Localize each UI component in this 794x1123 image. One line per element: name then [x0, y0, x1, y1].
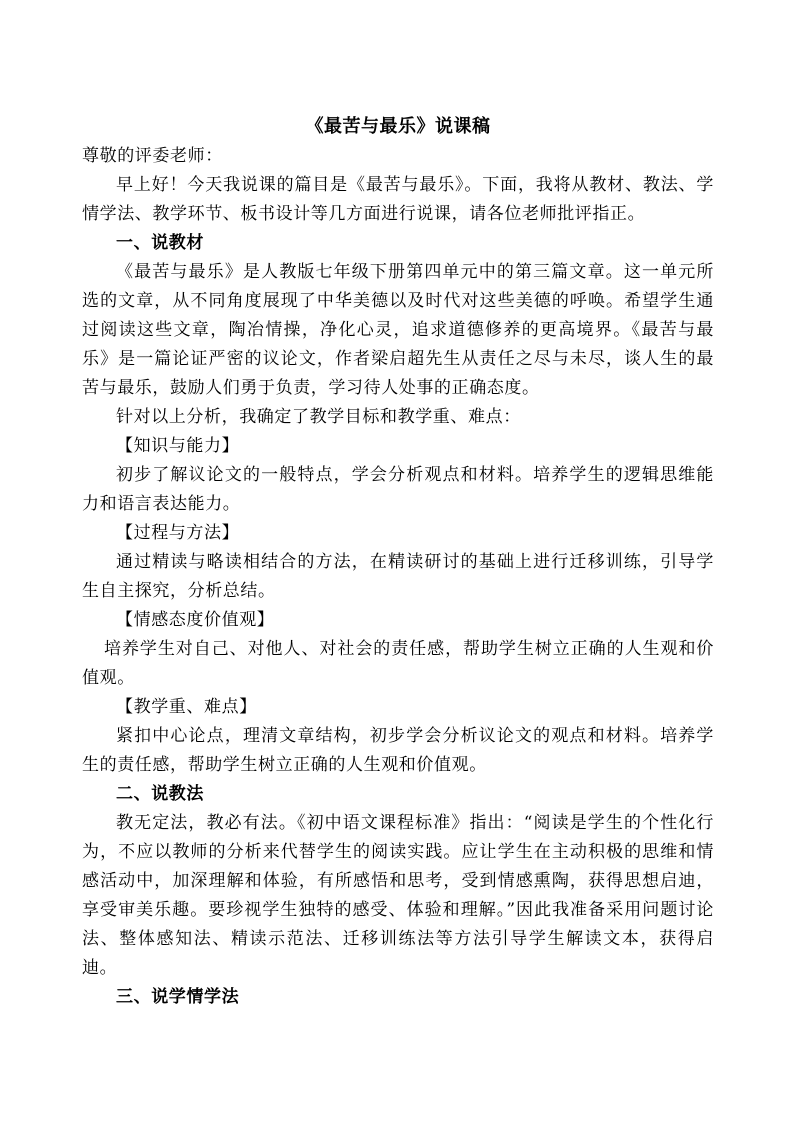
goal-text-knowledge: 初步了解议论文的一般特点，学会分析观点和材料。培养学生的逻辑思维能力和语言表达能力。 — [82, 465, 714, 514]
intro-paragraph: 早上好！今天我说课的篇目是《最苦与最乐》。下面，我将从教材、教法、学情学法、教学环节、板书设计等几方面进行说课，请各位老师批评指正。 — [82, 175, 714, 224]
goal-label-process: 【过程与方法】 — [116, 523, 240, 543]
document-title: 《最苦与最乐》说课稿 — [305, 116, 491, 137]
key-points-label: 【教学重、难点】 — [116, 697, 257, 717]
textbook-paragraph: 《最苦与最乐》是人教版七年级下册第四单元中的第三篇文章。这一单元所选的文章，从不同角度展现了中华美德以及时代对这些美德的呼唤。希望学生通过阅读这些文章，陶冶情操，净化心灵，追求道德修养的更高境界。《最苦与最乐》是一篇论证严密的议论文，作者梁启超先生从责任之尽与未尽，谈人生的最苦与最乐，鼓励人们勇于负责，学习待人处事的正确态度。 — [82, 262, 714, 398]
section-heading-textbook: 一、说教材 — [116, 233, 204, 253]
document-page — [82, 112, 714, 1012]
objectives-intro: 针对以上分析，我确定了教学目标和教学重、难点： — [116, 407, 521, 427]
key-points-text: 紧扣中心论点，理清文章结构，初步学会分析议论文的观点和材料。培养学生的责任感，帮助学生树立正确的人生观和价值观。 — [82, 726, 714, 775]
goal-label-knowledge: 【知识与能力】 — [116, 436, 240, 456]
goal-text-emotion: 培养学生对自己、对他人、对社会的责任感，帮助学生树立正确的人生观和价值观。 — [82, 639, 714, 688]
salutation: 尊敬的评委老师： — [82, 146, 223, 166]
section-heading-teaching-method: 二、说教法 — [116, 784, 204, 804]
section-heading-learning-method: 三、说学情学法 — [116, 987, 240, 1007]
teaching-method-paragraph: 教无定法，教必有法。《初中语文课程标准》指出：“阅读是学生的个性化行为，不应以教师的分析来代替学生的阅读实践。应让学生在主动积极的思维和情感活动中，加深理解和体验，有所感悟和思考，受到情感熏陶，获得思想启迪，享受审美乐趣。要珍视学生独特的感受、体验和理解。”因此我准备采用问题讨论法、整体感知法、精读示范法、迁移训练法等方法引导学生解读文本，获得启迪。 — [82, 813, 714, 978]
goal-label-emotion: 【情感态度价值观】 — [116, 610, 275, 630]
goal-text-process: 通过精读与略读相结合的方法，在精读研讨的基础上进行迁移训练，引导学生自主探究，分析总结。 — [82, 552, 714, 601]
